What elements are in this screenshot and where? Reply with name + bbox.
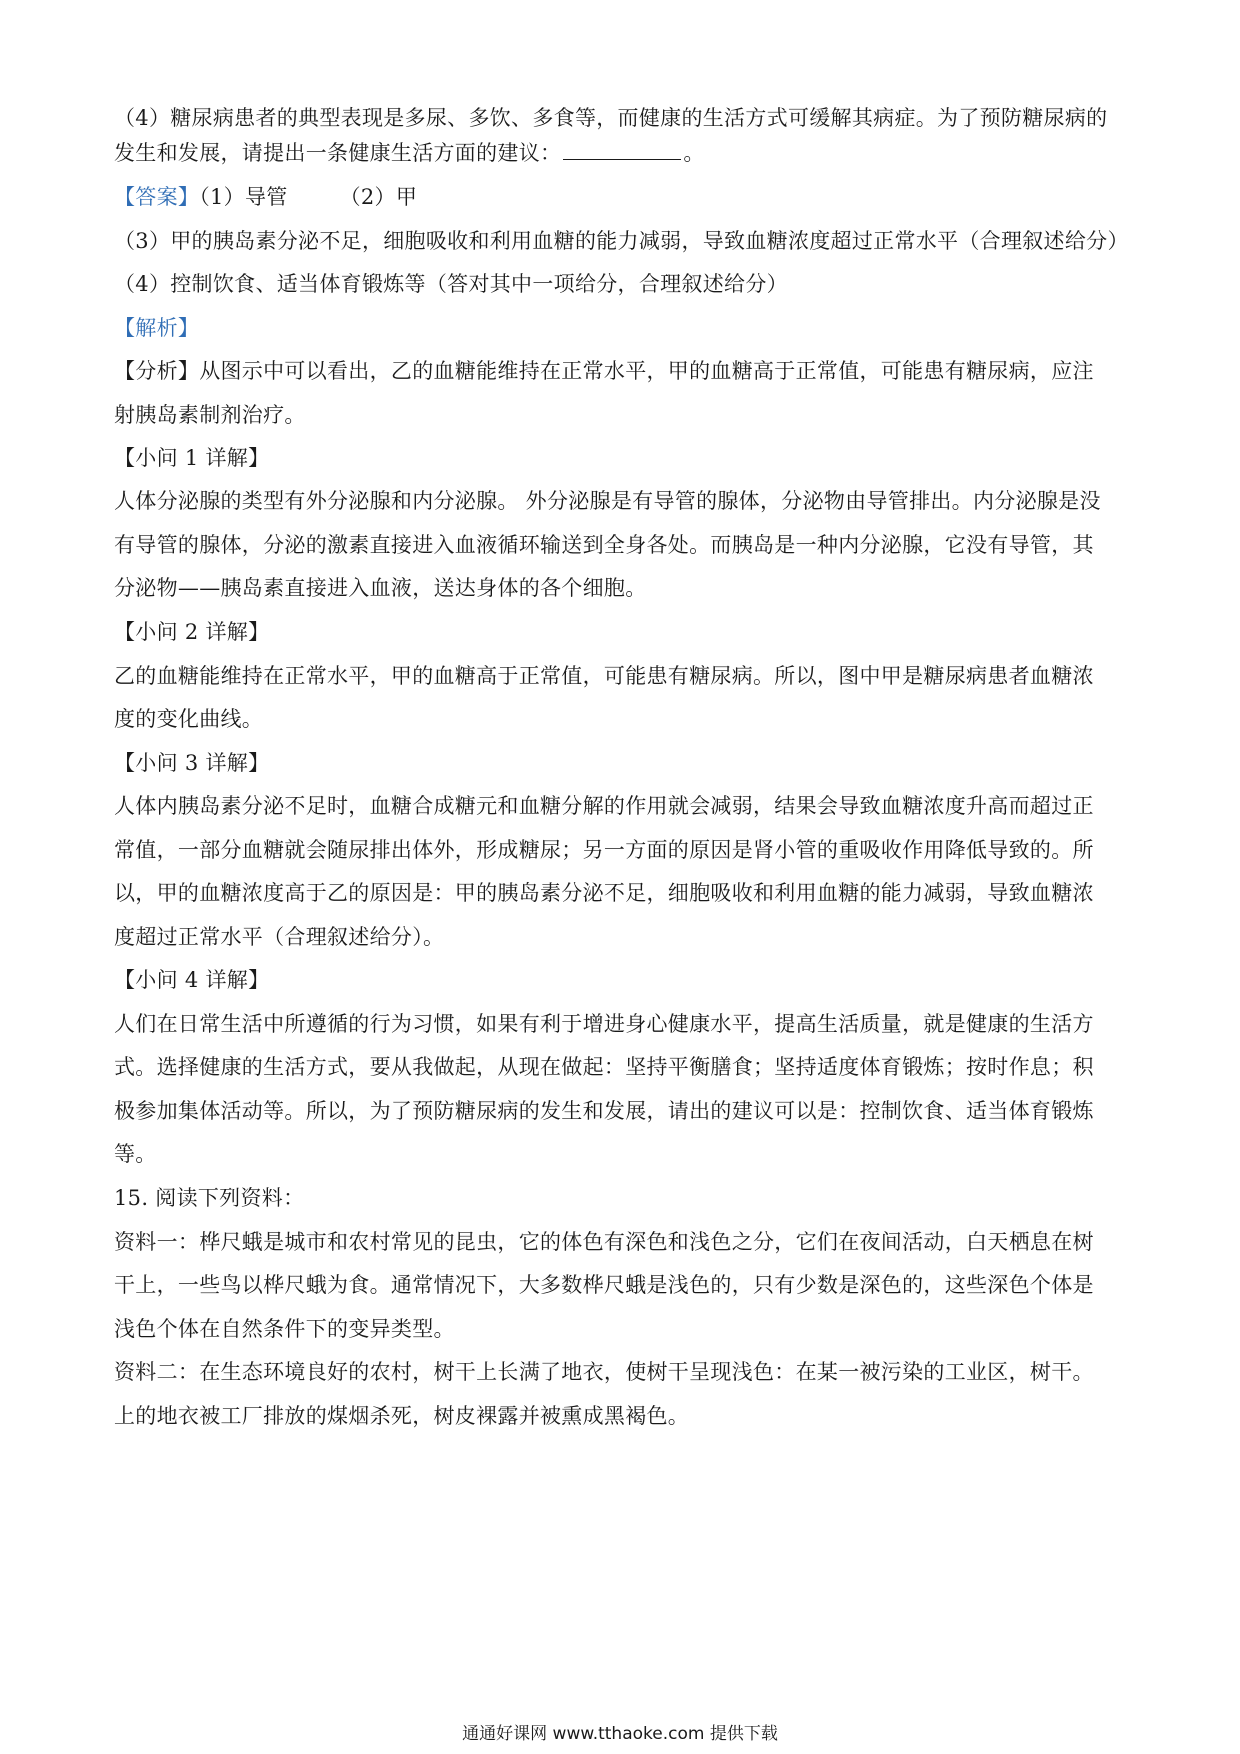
material-2-line-2: 上的地衣被工厂排放的煤烟杀死，树皮裸露并被熏成黑褐色。	[114, 1404, 690, 1428]
fenxi-line-2: 射胰岛素制剂治疗。	[114, 403, 306, 427]
q1-line-2: 有导管的腺体，分泌的激素直接进入血液循环输送到全身各处。而胰岛是一种内分泌腺，它没有导管，其	[114, 533, 1094, 557]
analysis-label: 【解析】	[114, 316, 200, 340]
answer-label: 【答案】	[114, 185, 200, 209]
answer-2: （2）甲	[339, 185, 418, 209]
q1-line-1: 人体分泌腺的类型有外分泌腺和内分泌腺。 外分泌腺是有导管的腺体，分泌物由导管排出。内分泌腺是没	[114, 489, 1101, 513]
q2-heading: 【小问 2 详解】	[114, 620, 270, 644]
q4-prompt-text: 发生和发展，请提出一条健康生活方面的建议：	[114, 141, 562, 165]
q4-line-4: 等。	[114, 1142, 157, 1166]
fenxi-line-1: 【分析】从图示中可以看出，乙的血糖能维持在正常水平，甲的血糖高于正常值，可能患有糖尿病，应注	[114, 359, 1094, 383]
q3-heading: 【小问 3 详解】	[114, 751, 270, 775]
q2-line-2: 度的变化曲线。	[114, 707, 264, 731]
q1-heading: 【小问 1 详解】	[114, 446, 270, 470]
q4-prompt-end: 。	[683, 141, 705, 165]
q3-line-1: 人体内胰岛素分泌不足时，血糖合成糖元和血糖分解的作用就会减弱，结果会导致血糖浓度升高而超过正	[114, 794, 1094, 818]
q4-line-2: 式。选择健康的生活方式，要从我做起，从现在做起：坚持平衡膳食；坚持适度体育锻炼；按时作息；积	[114, 1055, 1094, 1079]
q4-prompt-line-1: （4）糖尿病患者的典型表现是多尿、多饮、多食等，而健康的生活方式可缓解其病症。为了预防糖尿病的	[114, 106, 1108, 130]
q4-prompt-line-2	[114, 138, 1134, 168]
answer-line-1	[114, 182, 1134, 212]
answer-1: （1）导管	[199, 185, 288, 209]
material-1-line-3: 浅色个体在自然条件下的变异类型。	[114, 1317, 455, 1341]
q3-line-3: 以，甲的血糖浓度高于乙的原因是：甲的胰岛素分泌不足，细胞吸收和利用血糖的能力减弱，导致血糖浓	[114, 881, 1094, 905]
q2-line-1: 乙的血糖能维持在正常水平，甲的血糖高于正常值，可能患有糖尿病。所以，图中甲是糖尿病患者血糖浓	[114, 664, 1094, 688]
q1-line-3: 分泌物——胰岛素直接进入血液，送达身体的各个细胞。	[114, 576, 647, 600]
footer-watermark: 通通好课网 www.tthaoke.com 提供下载	[462, 1724, 778, 1744]
answer-4: （4）控制饮食、适当体育锻炼等（答对其中一项给分，合理叙述给分）	[114, 272, 788, 296]
q4-heading: 【小问 4 详解】	[114, 968, 270, 992]
answer-3: （3）甲的胰岛素分泌不足，细胞吸收和利用血糖的能力减弱，导致血糖浓度超过正常水平（合理叙述给分）	[114, 229, 1129, 253]
q4-line-3: 极参加集体活动等。所以，为了预防糖尿病的发生和发展，请出的建议可以是：控制饮食、适当体育锻炼	[114, 1099, 1094, 1123]
q3-line-2: 常值，一部分血糖就会随尿排出体外，形成糖尿；另一方面的原因是肾小管的重吸收作用降低导致的。所	[114, 838, 1094, 862]
answer-blank	[563, 141, 681, 160]
material-2-line-1: 资料二：在生态环境良好的农村，树干上长满了地衣，使树干呈现浅色：在某一被污染的工业区，树干。	[114, 1360, 1094, 1384]
q4-line-1: 人们在日常生活中所遵循的行为习惯，如果有利于增进身心健康水平，提高生活质量，就是健康的生活方	[114, 1012, 1094, 1036]
q15-title: 15. 阅读下列资料：	[114, 1186, 305, 1210]
material-1-line-2: 干上，一些鸟以桦尺蛾为食。通常情况下，大多数桦尺蛾是浅色的，只有少数是深色的，这些深色个体是	[114, 1273, 1094, 1297]
q3-line-4: 度超过正常水平（合理叙述给分）。	[114, 925, 445, 949]
material-1-line-1: 资料一：桦尺蛾是城市和农村常见的昆虫，它的体色有深色和浅色之分，它们在夜间活动，白天栖息在树	[114, 1230, 1094, 1254]
